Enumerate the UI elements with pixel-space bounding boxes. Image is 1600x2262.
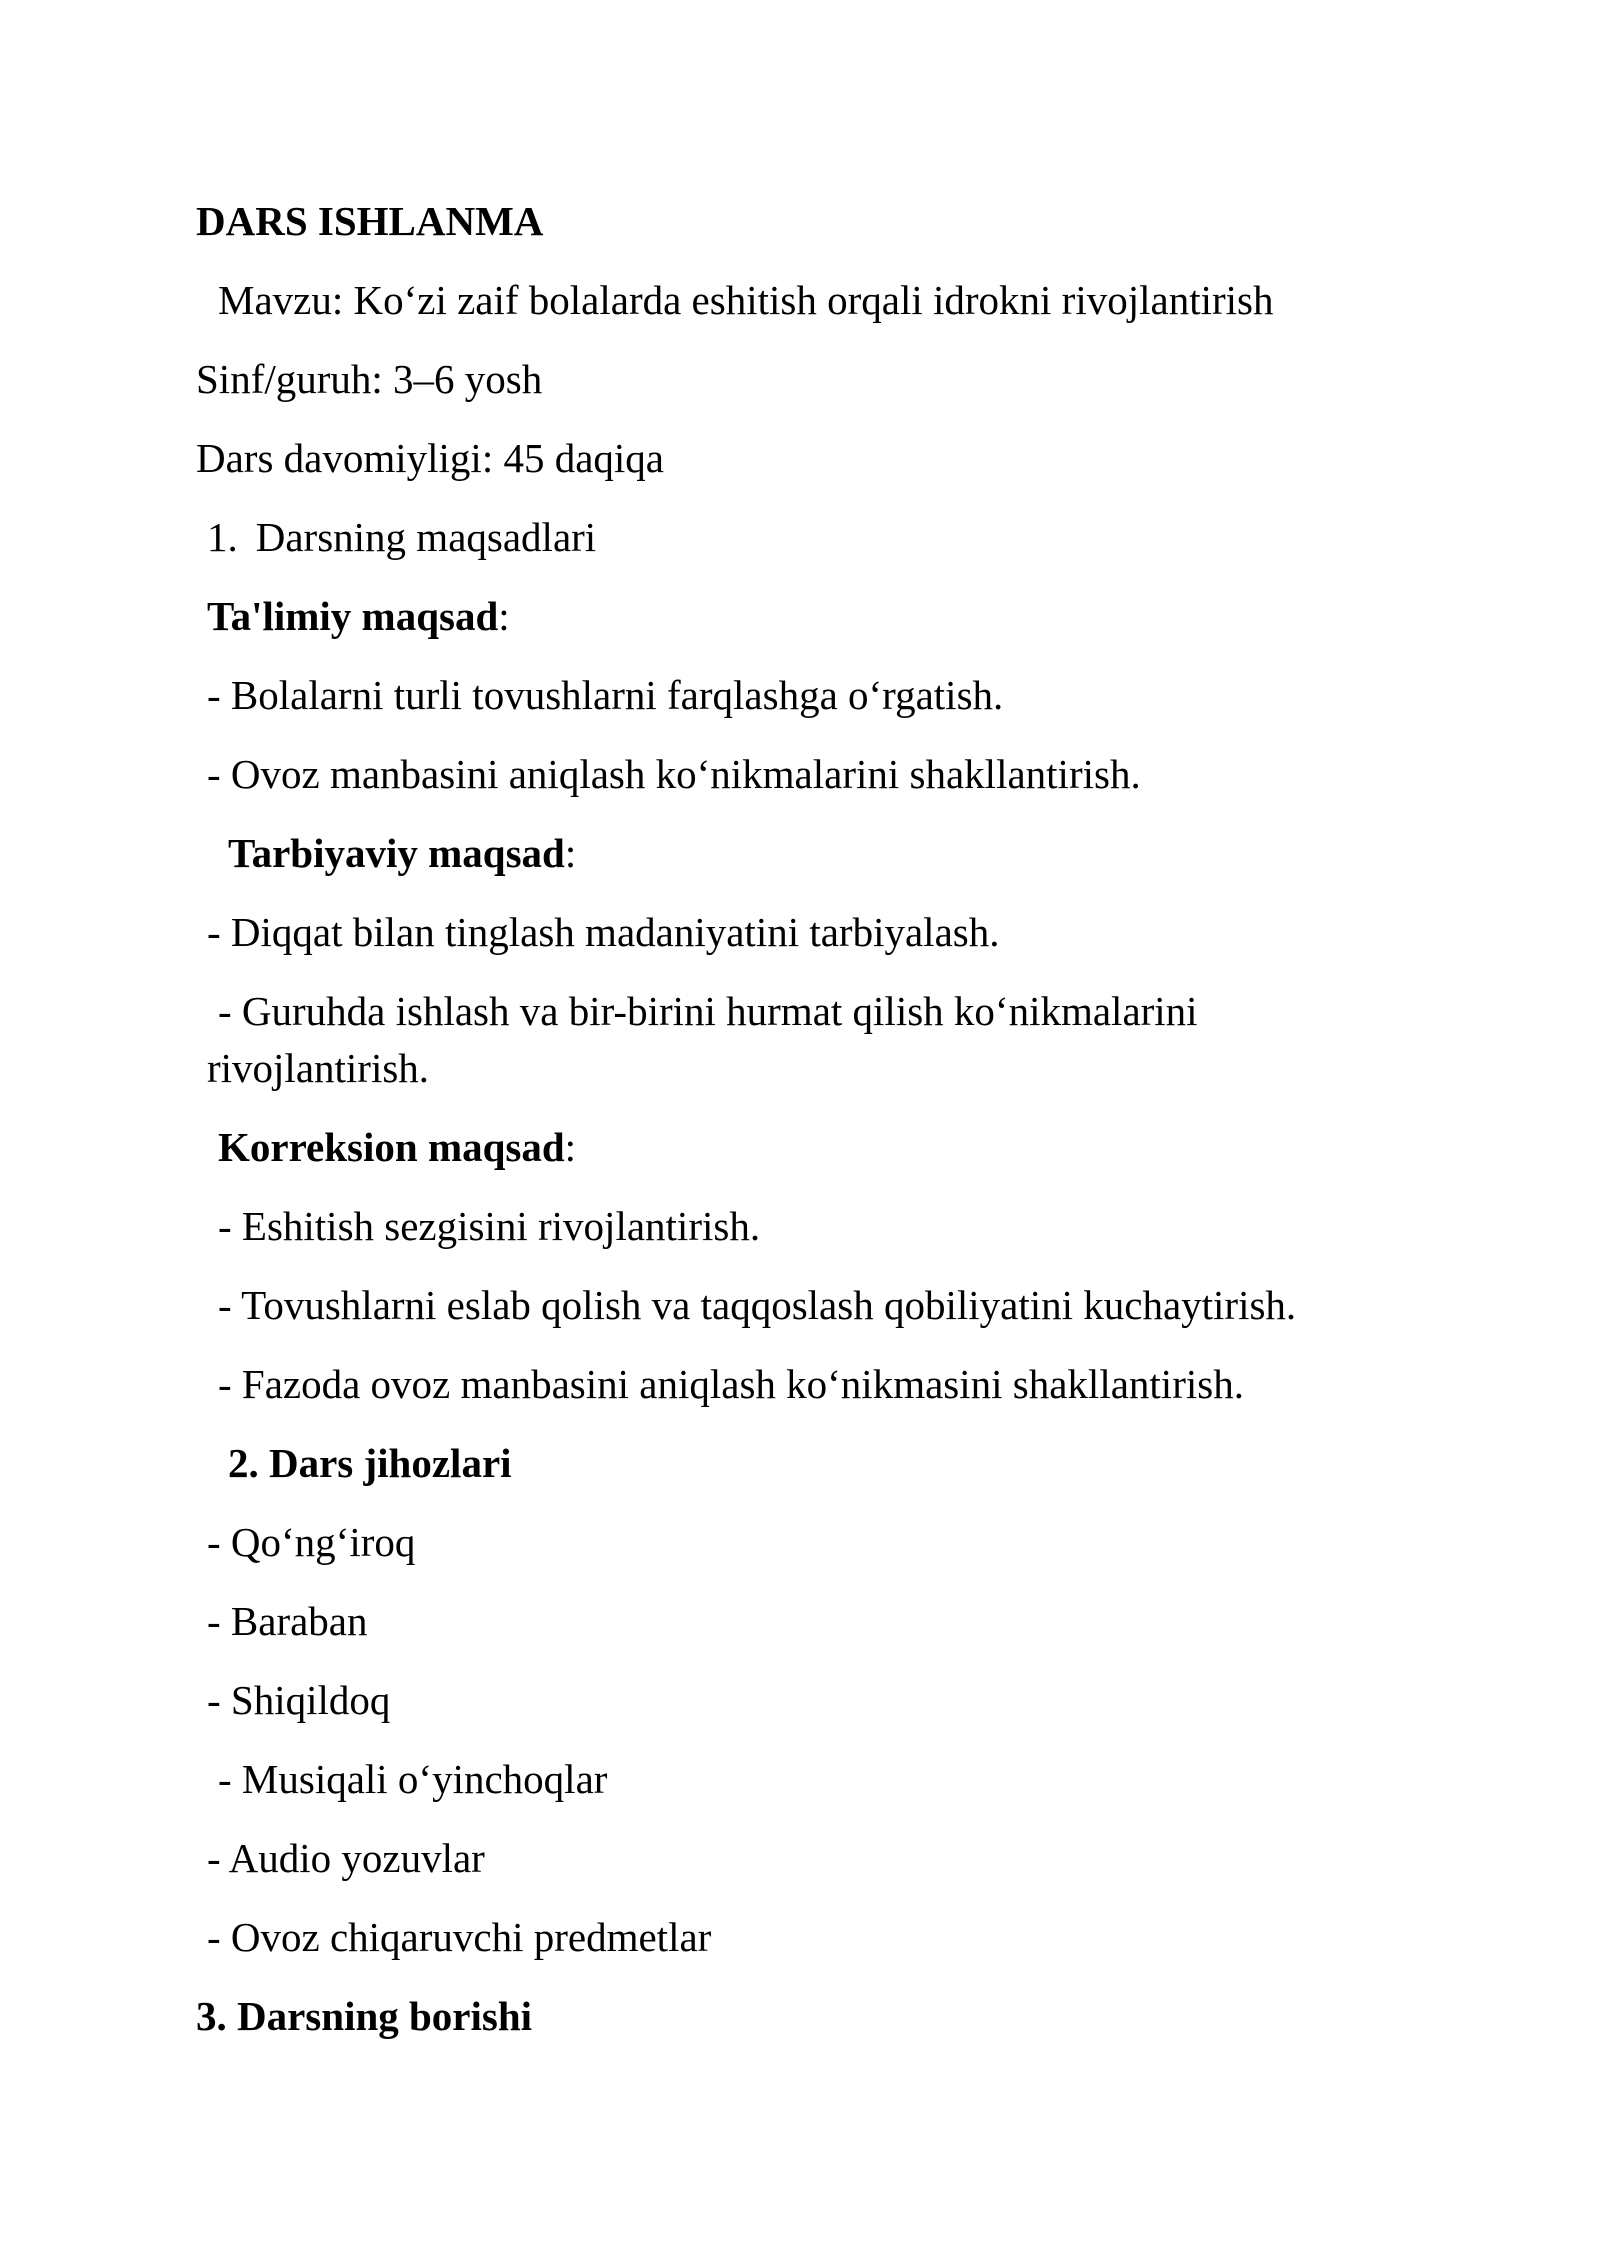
list-item: - Qo‘ng‘iroq bbox=[207, 1519, 416, 1565]
list-item: - Diqqat bilan tinglash madaniyatini tarbiyalash. bbox=[207, 909, 1000, 955]
list-item-continuation: rivojlantirish. bbox=[207, 1045, 430, 1091]
lesson-duration: Dars davomiyligi: 45 daqiqa bbox=[196, 435, 664, 481]
list-item: - Guruhda ishlash va bir-birini hurmat qilish ko‘nikmalarini bbox=[218, 988, 1198, 1034]
section-1-heading bbox=[207, 510, 596, 565]
section-1-title: Darsning maqsadlari bbox=[255, 514, 597, 560]
list-item: - Musiqali o‘yinchoqlar bbox=[218, 1756, 608, 1802]
document-title: DARS ISHLANMA bbox=[196, 198, 544, 244]
correction-goal-heading bbox=[218, 1120, 576, 1175]
list-item: - Audio yozuvlar bbox=[207, 1835, 485, 1881]
correction-goal-colon: : bbox=[564, 1124, 577, 1170]
lesson-group: Sinf/guruh: 3–6 yosh bbox=[196, 356, 543, 402]
educational-goal-label: Ta'limiy maqsad bbox=[207, 593, 499, 639]
list-item: - Fazoda ovoz manbasini aniqlash ko‘nikmasini shakllantirish. bbox=[218, 1361, 1244, 1407]
educational-goal-colon: : bbox=[498, 593, 510, 639]
list-item: - Bolalarni turli tovushlarni farqlashga o‘rgatish. bbox=[207, 672, 1004, 718]
list-item: - Baraban bbox=[207, 1598, 368, 1644]
section-3-heading: 3. Darsning borishi bbox=[196, 1993, 533, 2039]
correction-goal-label: Korreksion maqsad bbox=[218, 1124, 565, 1170]
section-2-heading: 2. Dars jihozlari bbox=[228, 1440, 512, 1486]
list-item: - Eshitish sezgisini rivojlantirish. bbox=[218, 1203, 761, 1249]
upbringing-goal-heading bbox=[228, 826, 576, 881]
section-1-number: 1. bbox=[207, 514, 238, 560]
lesson-topic: Mavzu: Ko‘zi zaif bolalarda eshitish orqali idrokni rivojlantirish bbox=[218, 277, 1274, 323]
upbringing-goal-colon: : bbox=[564, 830, 577, 876]
list-item: - Shiqildoq bbox=[207, 1677, 391, 1723]
upbringing-goal-label: Tarbiyaviy maqsad bbox=[228, 830, 565, 876]
list-item: - Ovoz manbasini aniqlash ko‘nikmalarini shakllantirish. bbox=[207, 751, 1141, 797]
list-item: - Tovushlarni eslab qolish va taqqoslash qobiliyatini kuchaytirish. bbox=[218, 1282, 1297, 1328]
educational-goal-heading bbox=[207, 589, 510, 644]
list-item: - Ovoz chiqaruvchi predmetlar bbox=[207, 1914, 712, 1960]
